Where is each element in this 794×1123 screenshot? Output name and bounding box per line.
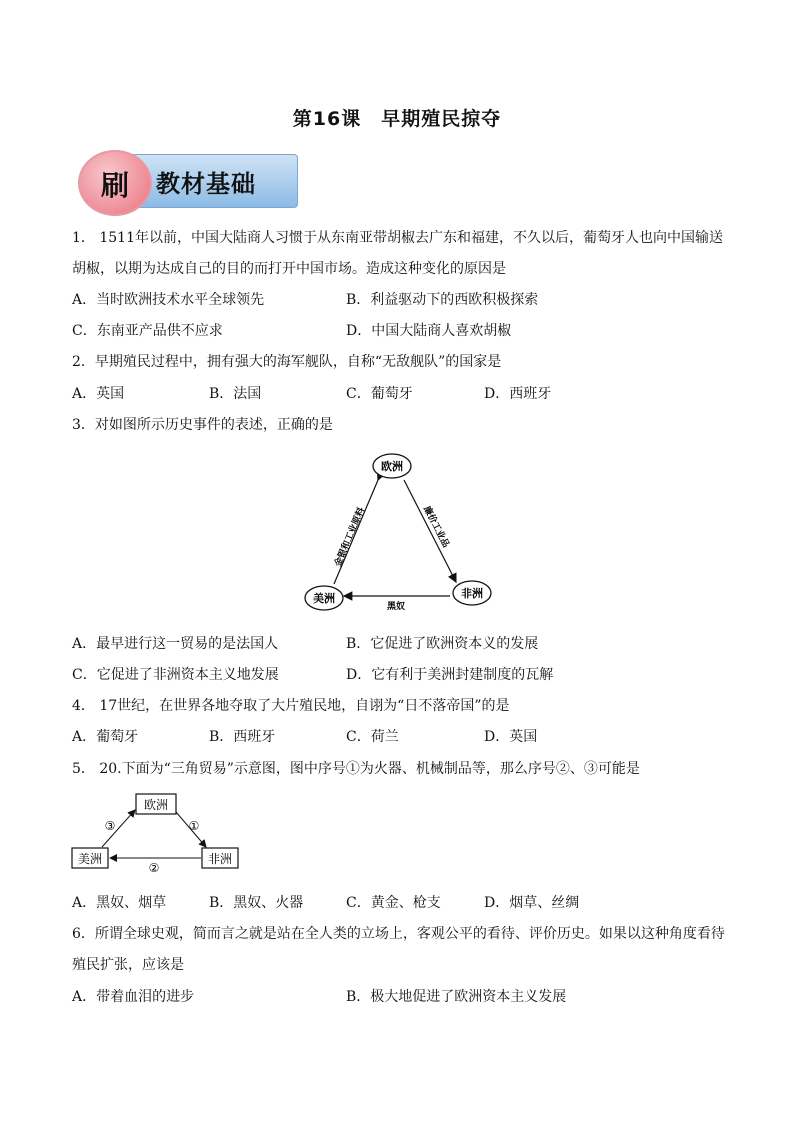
q6-stem-line-2: 殖民扩张，应该是 [72, 957, 184, 973]
box-africa-label: 非洲 [207, 852, 233, 866]
node-africa-label: 非洲 [461, 587, 483, 600]
triangle-trade-sketch [70, 790, 250, 880]
q1-option-b: B．利益驱动下的西欧积极探索 [346, 292, 539, 308]
q5-stem: 5． 20.下面为“三角贸易”示意图，图中序号①为火器、机械制品等，那么序号②、③可能是 [72, 761, 640, 777]
q3-option-b: B．它促进了欧洲资本义的发展 [346, 636, 539, 652]
edge-label-right: 廉价工业品 [421, 504, 451, 550]
label-3: ③ [104, 819, 116, 833]
q5-option-c: C．黄金、枪支 [346, 895, 441, 911]
q4-option-a: A．葡萄牙 [72, 729, 139, 745]
q5-option-a: A．黑奴、烟草 [72, 895, 167, 911]
banner-label: 教材基础 [156, 170, 256, 198]
q5-option-d: D．烟草、丝绸 [484, 895, 580, 911]
label-1: ① [188, 819, 200, 833]
q2-stem: 2．早期殖民过程中，拥有强大的海军舰队，自称“无敌舰队”的国家是 [72, 354, 502, 370]
box-america-label: 美洲 [77, 852, 103, 866]
q3-stem: 3．对如图所示历史事件的表述，正确的是 [72, 417, 333, 433]
node-europe-label: 欧洲 [381, 460, 403, 473]
q3-option-a: A．最早进行这一贸易的是法国人 [72, 636, 279, 652]
q2-option-b: B．法国 [209, 386, 262, 402]
edge-label-bottom: 黑奴 [386, 602, 406, 612]
edge-label-left: 金银和工业原料 [333, 506, 368, 569]
q5-option-b: B．黑奴、火器 [209, 895, 304, 911]
node-america-label: 美洲 [313, 592, 335, 605]
q1-option-a: A．当时欧洲技术水平全球领先 [72, 292, 265, 308]
section-banner [78, 150, 296, 212]
q1-option-c: C．东南亚产品供不应求 [72, 323, 223, 339]
page-title: 第16课 早期殖民掠夺 [292, 108, 502, 130]
triangular-trade-diagram [296, 446, 506, 620]
q6-option-b: B．极大地促进了欧洲资本主义发展 [346, 989, 567, 1005]
brush-badge-icon [78, 150, 152, 216]
q1-stem-line-2: 胡椒，以期为达成自己的目的而打开中国市场。造成这种变化的原因是 [72, 261, 506, 277]
arrow-europe-to-africa [404, 480, 456, 582]
q2-option-a: A．英国 [72, 386, 125, 402]
q6-option-a: A．带着血泪的进步 [72, 989, 195, 1005]
q4-stem: 4． 17世纪，在世界各地夺取了大片殖民地，自诩为“日不落帝国”的是 [72, 698, 510, 714]
q4-option-d: D．英国 [484, 729, 538, 745]
q4-option-b: B．西班牙 [209, 729, 276, 745]
box-europe-label: 欧洲 [143, 798, 169, 812]
q6-stem-line-1: 6．所谓全球史观，简而言之就是站在全人类的立场上，客观公平的看待、评价历史。如果以这种角度看待 [72, 926, 725, 942]
q2-option-c: C．葡萄牙 [346, 386, 413, 402]
q1-stem-line-1: 1． 1511年以前，中国大陆商人习惯于从东南亚带胡椒去广东和福建，不久以后，葡萄牙人也向中国输送 [72, 230, 723, 246]
q2-option-d: D．西班牙 [484, 386, 552, 402]
badge-text: 刷 [100, 169, 129, 202]
label-2: ② [148, 861, 160, 875]
q3-option-d: D．它有利于美洲封建制度的瓦解 [346, 667, 554, 683]
q1-option-d: D．中国大陆商人喜欢胡椒 [346, 323, 512, 339]
q3-option-c: C．它促进了非洲资本主义地发展 [72, 667, 279, 683]
q4-option-c: C．荷兰 [346, 729, 399, 745]
